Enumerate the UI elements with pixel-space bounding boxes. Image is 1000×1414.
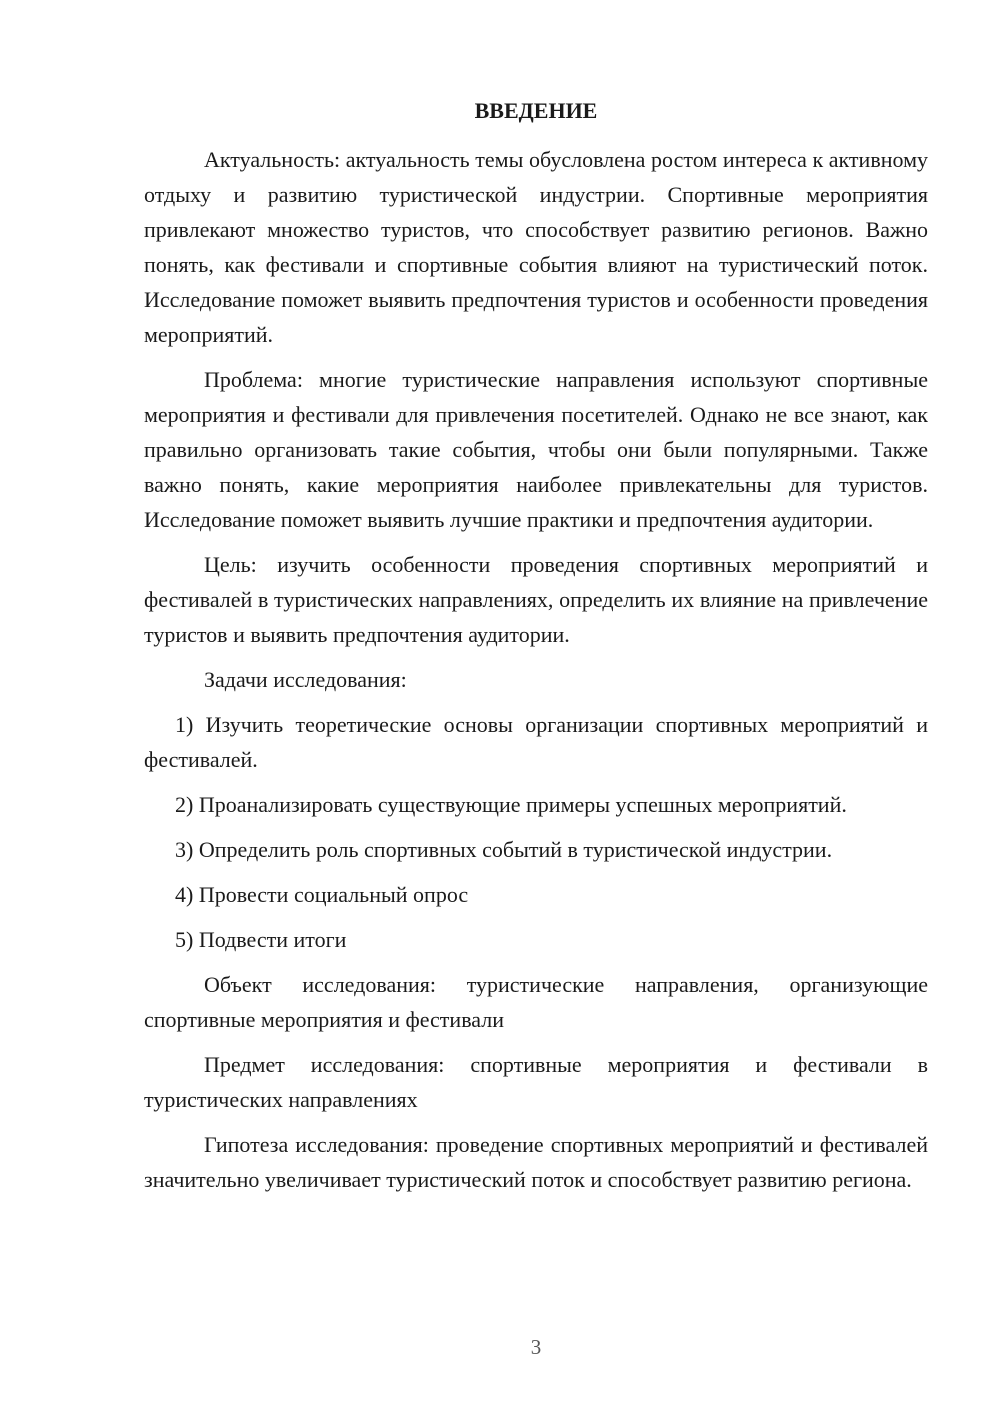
tasks-heading: Задачи исследования: [204, 667, 407, 692]
task-item: 2) Проанализировать существующие примеры успешных мероприятий. [175, 792, 847, 817]
object-paragraph: Объект исследования: туристические направления, организующие спортивные мероприятия и фестивали [144, 972, 928, 1032]
task-item: 3) Определить роль спортивных событий в туристической индустрии. [175, 837, 833, 862]
relevance-paragraph: Актуальность: актуальность темы обусловлена ростом интереса к активному отдыху и развитию туристической индустрии. Спортивные мероприятия привлекают множество туристов, что способствует развитию регионов. Важно понять, как фестивали и спортивные события влияют на туристический поток. Исследование поможет выявить предпочтения туристов и особенности проведения мероприятий. [144, 147, 928, 347]
task-item: 1) Изучить теоретические основы организации спортивных мероприятий и фестивалей. [144, 712, 928, 772]
task-item: 4) Провести социальный опрос [175, 882, 469, 907]
hypothesis-paragraph: Гипотеза исследования: проведение спортивных мероприятий и фестивалей значительно увеличивает туристический поток и способствует развитию региона. [144, 1132, 928, 1192]
goal-paragraph: Цель: изучить особенности проведения спортивных мероприятий и фестивалей в туристических направлениях, определить их влияние на привлечение туристов и выявить предпочтения аудитории. [144, 552, 928, 647]
page-number: 3 [530, 1335, 542, 1359]
problem-paragraph: Проблема: многие туристические направления используют спортивные мероприятия и фестивали для привлечения посетителей. Однако не все знают, как правильно организовать такие события, чтобы они были популярными. Также важно понять, какие мероприятия наиболее привлекательны для туристов. Исследование поможет выявить лучшие практики и предпочтения аудитории. [144, 367, 928, 532]
task-item: 5) Подвести итоги [175, 927, 347, 952]
subject-paragraph: Предмет исследования: спортивные мероприятия и фестивали в туристических направлениях [144, 1052, 928, 1112]
page-title: ВВЕДЕНИЕ [474, 98, 598, 123]
document-body [144, 142, 928, 1207]
